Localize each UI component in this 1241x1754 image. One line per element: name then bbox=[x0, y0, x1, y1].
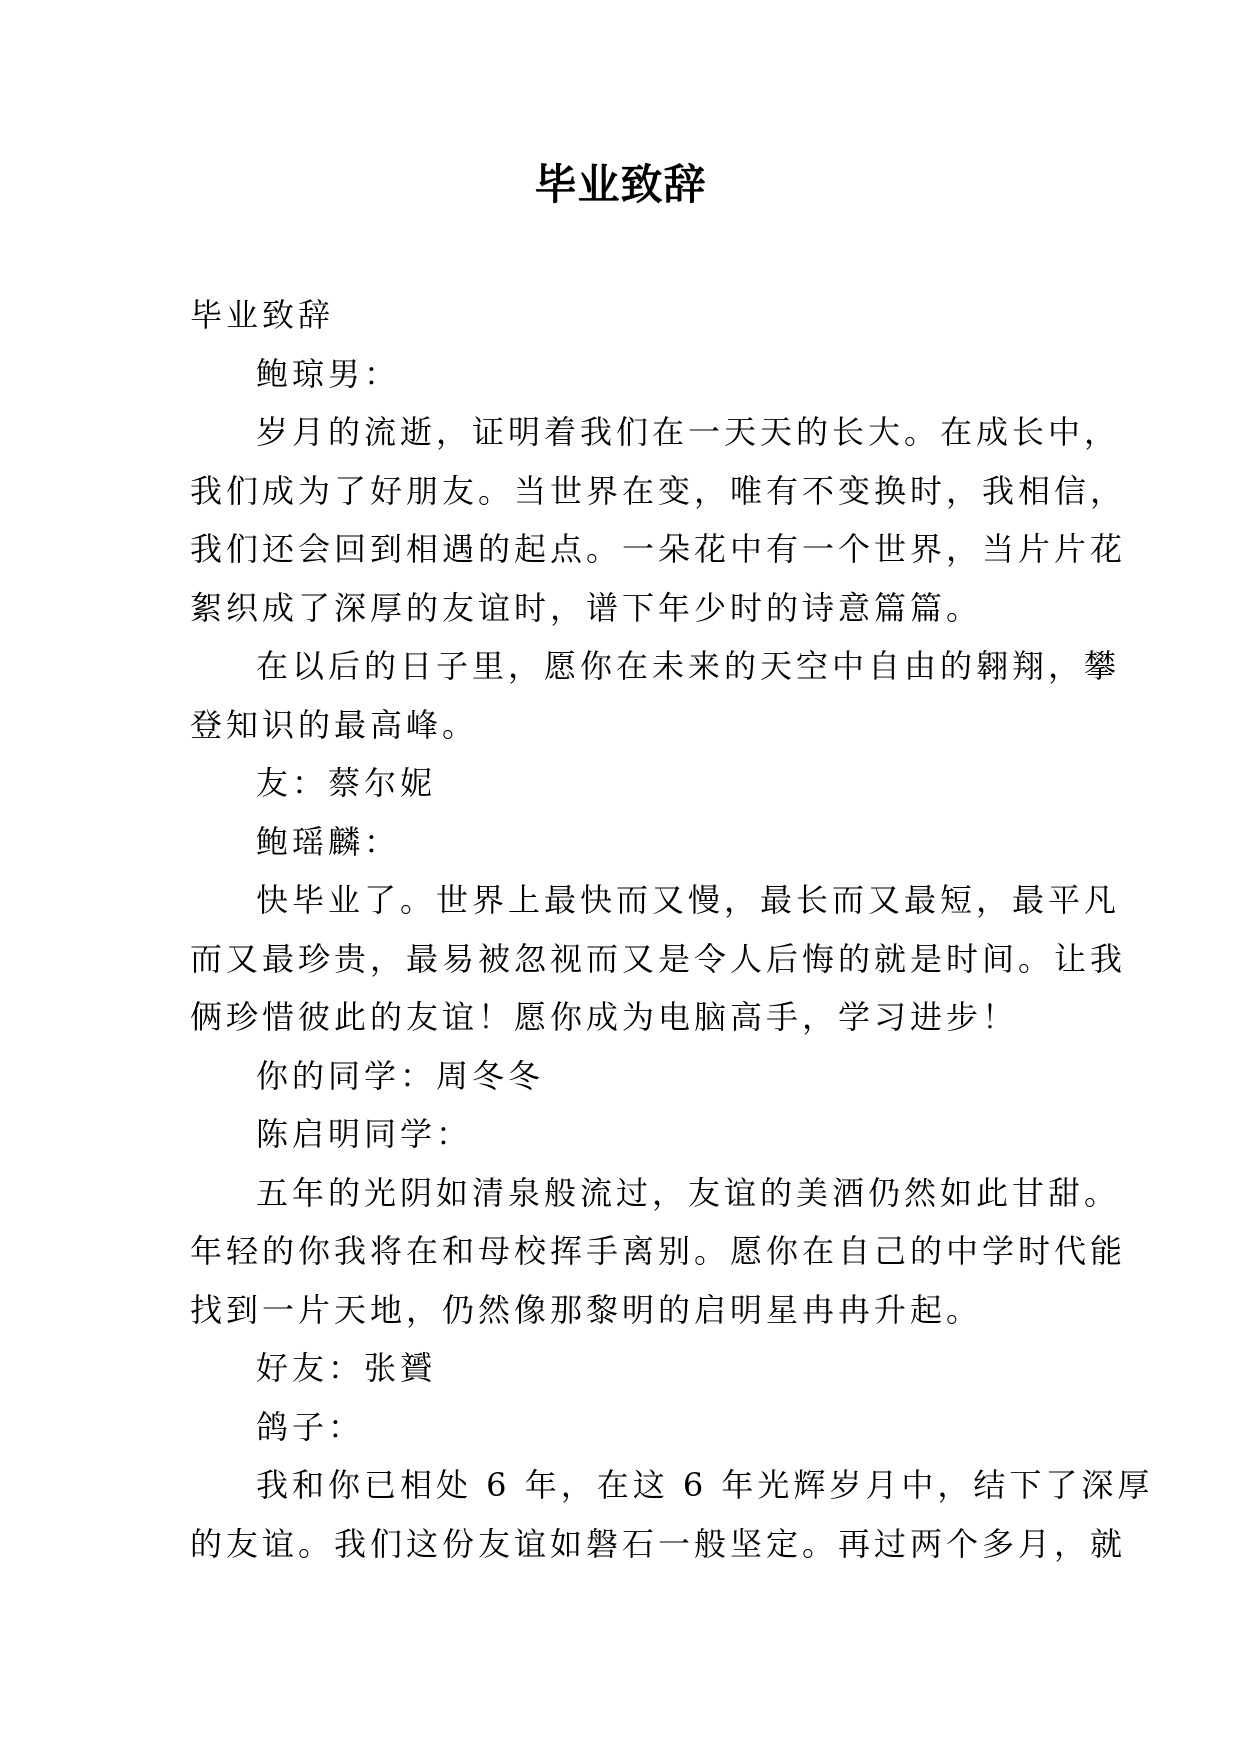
text-line: 陈启明同学： bbox=[256, 1115, 473, 1153]
text-line: 而又最珍贵，最易被忽视而又是令人后悔的就是时间。让我 bbox=[190, 939, 1127, 978]
document-title: 毕业致辞 bbox=[534, 160, 707, 209]
text-line: 岁月的流逝，证明着我们在一天天的长大。在成长中， bbox=[256, 413, 1121, 451]
text-line: 五年的光阴如清泉般流过，友谊的美酒仍然如此甘甜。 bbox=[256, 1173, 1121, 1212]
text-line: 我们成为了好朋友。当世界在变，唯有不变换时，我相信， bbox=[190, 471, 1127, 510]
text-line: 鲍琼男： bbox=[256, 354, 401, 393]
text-line: 友：蔡尔妮 bbox=[256, 764, 437, 802]
text-line: 鲍瑶麟： bbox=[256, 822, 401, 861]
text-line: 快毕业了。世界上最快而又慢，最长而又最短，最平凡 bbox=[256, 881, 1121, 919]
text-line: 登知识的最高峰。 bbox=[190, 705, 479, 744]
text-line: 好友：张贇 bbox=[256, 1349, 437, 1387]
text-line: 俩珍惜彼此的友谊！愿你成为电脑高手，学习进步！ bbox=[190, 998, 1019, 1036]
text-line: 的友谊。我们这份友谊如磐石一般坚定。再过两个多月，就 bbox=[190, 1524, 1127, 1563]
text-line: 毕业致辞 bbox=[190, 296, 335, 334]
text-line: 在以后的日子里，愿你在未来的天空中自由的翱翔，攀 bbox=[256, 647, 1121, 685]
text-line: 找到一片天地，仍然像那黎明的启明星冉冉升起。 bbox=[190, 1290, 983, 1329]
text-line: 我们还会回到相遇的起点。一朵花中有一个世界，当片片花 bbox=[190, 530, 1127, 568]
text-line: 絮织成了深厚的友谊时，谱下年少时的诗意篇篇。 bbox=[190, 588, 983, 627]
text-line: 鸽子： bbox=[256, 1407, 365, 1446]
text-line: 年轻的你我将在和母校挥手离别。愿你在自己的中学时代能 bbox=[190, 1232, 1127, 1270]
text-line: 我和你已相处 6 年，在这 6 年光辉岁月中，结下了深厚 bbox=[256, 1466, 1154, 1504]
text-line: 你的同学：周冬冬 bbox=[256, 1056, 545, 1095]
document-body bbox=[190, 286, 1154, 1573]
